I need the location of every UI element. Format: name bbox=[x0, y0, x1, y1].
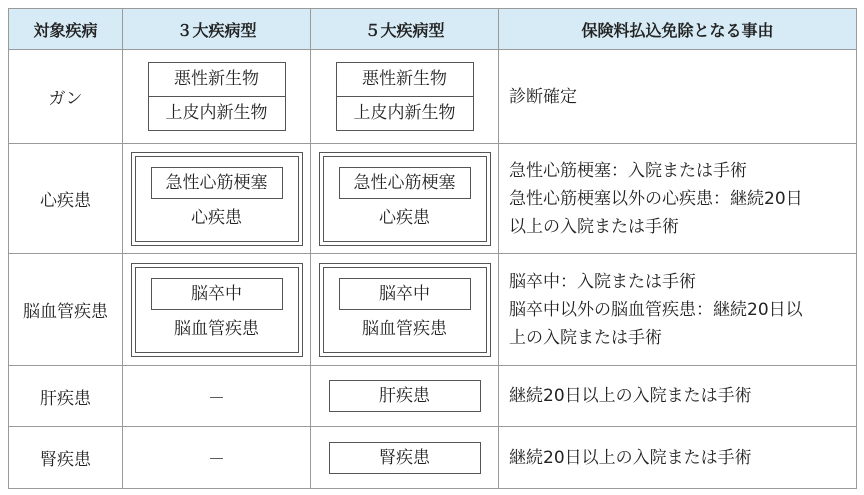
header-three-major: ３大疾病型 bbox=[123, 9, 311, 50]
type-label: 悪性新生物 bbox=[362, 69, 447, 89]
disease-cell: ガン bbox=[9, 50, 123, 144]
type-label: 悪性新生物 bbox=[174, 69, 259, 89]
disease-cell: 肝疾患 bbox=[9, 366, 123, 427]
premium-waiver-table-container bbox=[8, 8, 856, 489]
reason-line: 急性心筋梗塞以外の心疾患：継続20日 bbox=[509, 188, 803, 209]
five-major-cell bbox=[311, 50, 499, 144]
sub-type-label: 急性心筋梗塞 bbox=[339, 167, 471, 199]
type-label: 上皮内新生物 bbox=[337, 96, 473, 130]
table-row-cancer bbox=[9, 50, 857, 144]
kidney-type-box: 腎疾患 bbox=[329, 442, 481, 474]
main-type-label: 脳血管疾患 bbox=[362, 318, 447, 339]
main-type-label: 心疾患 bbox=[191, 207, 242, 228]
header-five-major: ５大疾病型 bbox=[311, 9, 499, 50]
three-major-cell bbox=[123, 144, 311, 254]
cerebrovascular-types-box bbox=[131, 263, 303, 357]
cerebrovascular-types-inner bbox=[323, 267, 487, 353]
sub-type-label: 脳卒中 bbox=[151, 278, 283, 310]
disease-cell: 脳血管疾患 bbox=[9, 254, 123, 366]
main-type-label: 脳血管疾患 bbox=[174, 318, 259, 339]
not-covered-dash: － bbox=[208, 450, 225, 470]
cancer-types-box bbox=[148, 62, 286, 131]
table-row-kidney bbox=[9, 427, 857, 489]
reason-line: 継続20日以上の入院または手術 bbox=[509, 447, 752, 468]
reason-cell bbox=[499, 50, 857, 144]
reason-cell bbox=[499, 366, 857, 427]
disease-cell: 腎疾患 bbox=[9, 427, 123, 489]
header-waiver-reason: 保険料払込免除となる事由 bbox=[499, 9, 857, 50]
reason-line: 継続20日以上の入院または手術 bbox=[509, 386, 752, 406]
header-target-disease: 対象疾病 bbox=[9, 9, 123, 50]
header-row bbox=[9, 9, 857, 50]
five-major-cell bbox=[311, 366, 499, 427]
heart-types-box bbox=[131, 152, 303, 246]
three-major-cell bbox=[123, 366, 311, 427]
reason-cell bbox=[499, 427, 857, 489]
cerebrovascular-types-box bbox=[319, 263, 491, 357]
cerebrovascular-types-inner bbox=[135, 267, 299, 353]
three-major-cell bbox=[123, 427, 311, 489]
reason-line: 脳卒中以外の脳血管疾患：継続20日以 bbox=[509, 299, 803, 320]
table-row-cerebrovascular bbox=[9, 254, 857, 366]
reason-line: 脳卒中：入院または手術 bbox=[509, 271, 696, 292]
main-type-label: 心疾患 bbox=[379, 207, 430, 228]
heart-types-inner bbox=[323, 156, 487, 242]
reason-line: 以上の入院または手術 bbox=[509, 216, 679, 237]
not-covered-dash: － bbox=[208, 388, 225, 409]
three-major-cell bbox=[123, 50, 311, 144]
liver-type-box: 肝疾患 bbox=[329, 380, 481, 412]
reason-line: 急性心筋梗塞：入院または手術 bbox=[509, 160, 747, 181]
reason-cell bbox=[499, 254, 857, 366]
reason-line: 診断確定 bbox=[509, 86, 577, 107]
five-major-cell bbox=[311, 254, 499, 366]
sub-type-label: 急性心筋梗塞 bbox=[151, 167, 283, 199]
reason-line: 上の入院または手術 bbox=[509, 327, 662, 348]
heart-types-inner bbox=[135, 156, 299, 242]
type-label: 上皮内新生物 bbox=[149, 96, 285, 130]
reason-cell bbox=[499, 144, 857, 254]
five-major-cell bbox=[311, 427, 499, 489]
table-row-liver bbox=[9, 366, 857, 427]
disease-cell: 心疾患 bbox=[9, 144, 123, 254]
premium-waiver-table bbox=[8, 8, 857, 489]
five-major-cell bbox=[311, 144, 499, 254]
sub-type-label: 脳卒中 bbox=[339, 278, 471, 310]
heart-types-box bbox=[319, 152, 491, 246]
three-major-cell bbox=[123, 254, 311, 366]
table-row-heart bbox=[9, 144, 857, 254]
cancer-types-box bbox=[336, 62, 474, 131]
